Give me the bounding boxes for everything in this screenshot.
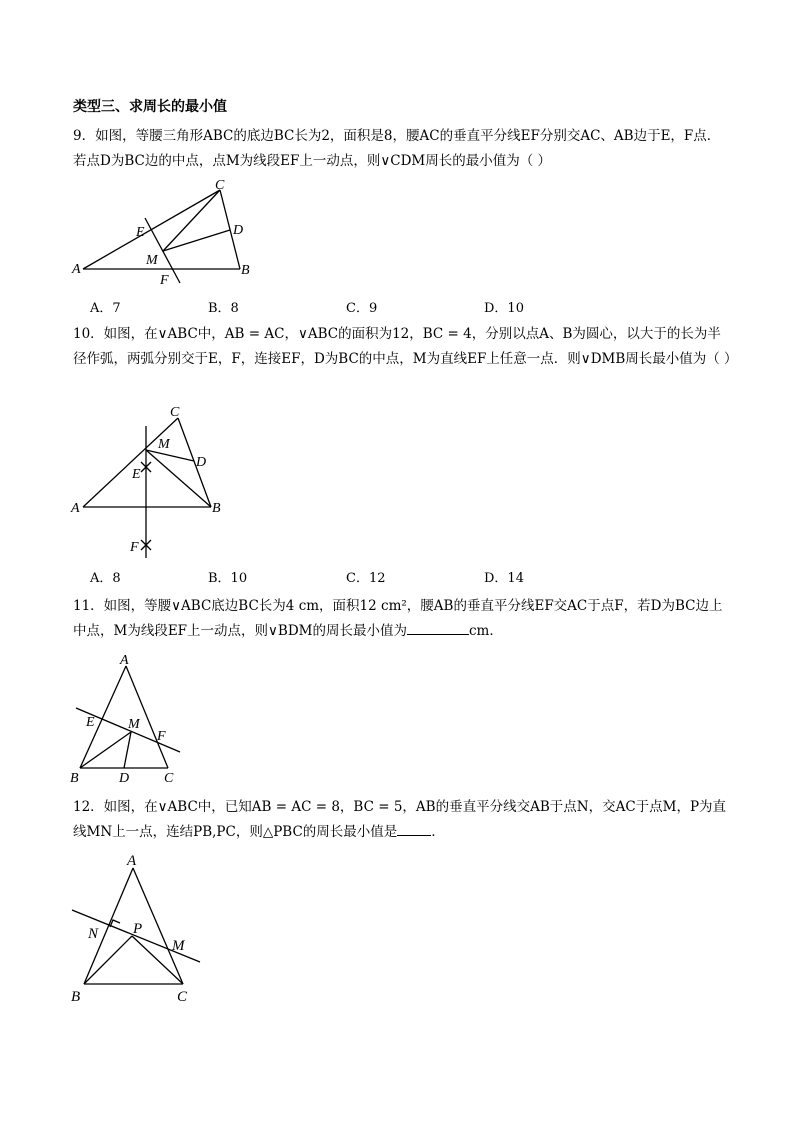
question-9-figure (70, 178, 270, 290)
q12-label-A: A (127, 853, 137, 869)
q12-text-before: 12．如图，在∨ABC中，已知AB = AC = 8，BC = 5，AB的垂直平分线交AB于点N，交AC于点M，P为直线MN上一点，连结PB,PC，则△PBC的周长最小值是 (73, 799, 727, 840)
q11-text-before: 11．如图，等腰∨ABC底边BC长为4 cm，面积12 cm²，腰AB的垂直平分线EF交AC于点F，若D为BC边上中点，M为线段EF上一动点，则∨BDM的周长最小值为 (73, 598, 723, 639)
question-10-options (90, 567, 690, 587)
q11-label-C: C (164, 771, 174, 786)
q10-option-c: C．12 (346, 571, 386, 586)
q11-label-F: F (157, 729, 166, 744)
q9-option-a: A．7 (90, 301, 121, 316)
question-9-options (90, 297, 690, 317)
q11-label-E: E (86, 715, 95, 730)
q9-label-M: M (146, 253, 158, 268)
q9-label-A: A (72, 262, 81, 277)
question-12-text (73, 795, 733, 845)
q11-label-M: M (128, 717, 140, 732)
question-11-text (73, 594, 733, 644)
q9-option-d: D．10 (484, 301, 524, 316)
q11-label-A: A (120, 653, 129, 668)
q12-label-P: P (133, 921, 143, 937)
q9-option-b: B．8 (208, 301, 239, 316)
q10-label-D: D (196, 455, 207, 470)
q12-label-C: C (177, 989, 188, 1005)
q9-option-c: C．9 (346, 301, 378, 316)
q11-label-B: B (70, 771, 79, 786)
q10-option-b: B．10 (208, 571, 248, 586)
q10-label-A: A (71, 501, 80, 516)
q10-label-C: C (170, 405, 180, 420)
q12-label-M: M (172, 938, 185, 954)
question-10-text: 10．如图，在∨ABC中，AB = AC，∨ABC的面积为12，BC = 4，分别以点A、B为圆心，以大于的长为半径作弧，两弧分别交于E，F，连接EF，D为BC的中点，M为直线EF上任意一点．则∨DMB周长最小值为（ ） (73, 326, 738, 367)
q9-label-C: C (215, 178, 225, 193)
q9-label-E: E (136, 225, 145, 240)
q11-answer-blank (407, 620, 469, 635)
q12-label-N: N (88, 926, 99, 942)
question-10-figure (68, 404, 238, 562)
q12-label-B: B (71, 989, 81, 1005)
q10-label-B: B (212, 501, 221, 516)
q10-label-F: F (130, 540, 139, 555)
q11-label-D: D (119, 771, 130, 786)
q10-option-a: A．8 (90, 571, 121, 586)
q10-option-d: D．14 (484, 571, 524, 586)
q9-label-F: F (160, 273, 169, 288)
question-11-figure (68, 652, 188, 786)
q9-label-B: B (241, 263, 250, 278)
q12-text-after: ． (431, 824, 445, 840)
q10-label-M: M (158, 437, 170, 452)
q12-answer-blank (397, 821, 431, 836)
question-9-text: 9．如图，等腰三角形ABC的底边BC长为2，面积是8，腰AC的垂直平分线EF分别交AC、AB边于E，F点．若点D为BC边的中点，点M为线段EF上一动点，则∨CDM周长的最小值为（ ） (73, 128, 721, 169)
q10-label-E: E (132, 467, 141, 482)
q9-label-D: D (233, 223, 244, 238)
section-title: 类型三、求周长的最小值 (73, 99, 227, 115)
question-12-figure (68, 848, 208, 1008)
q11-text-after: cm． (469, 623, 503, 639)
